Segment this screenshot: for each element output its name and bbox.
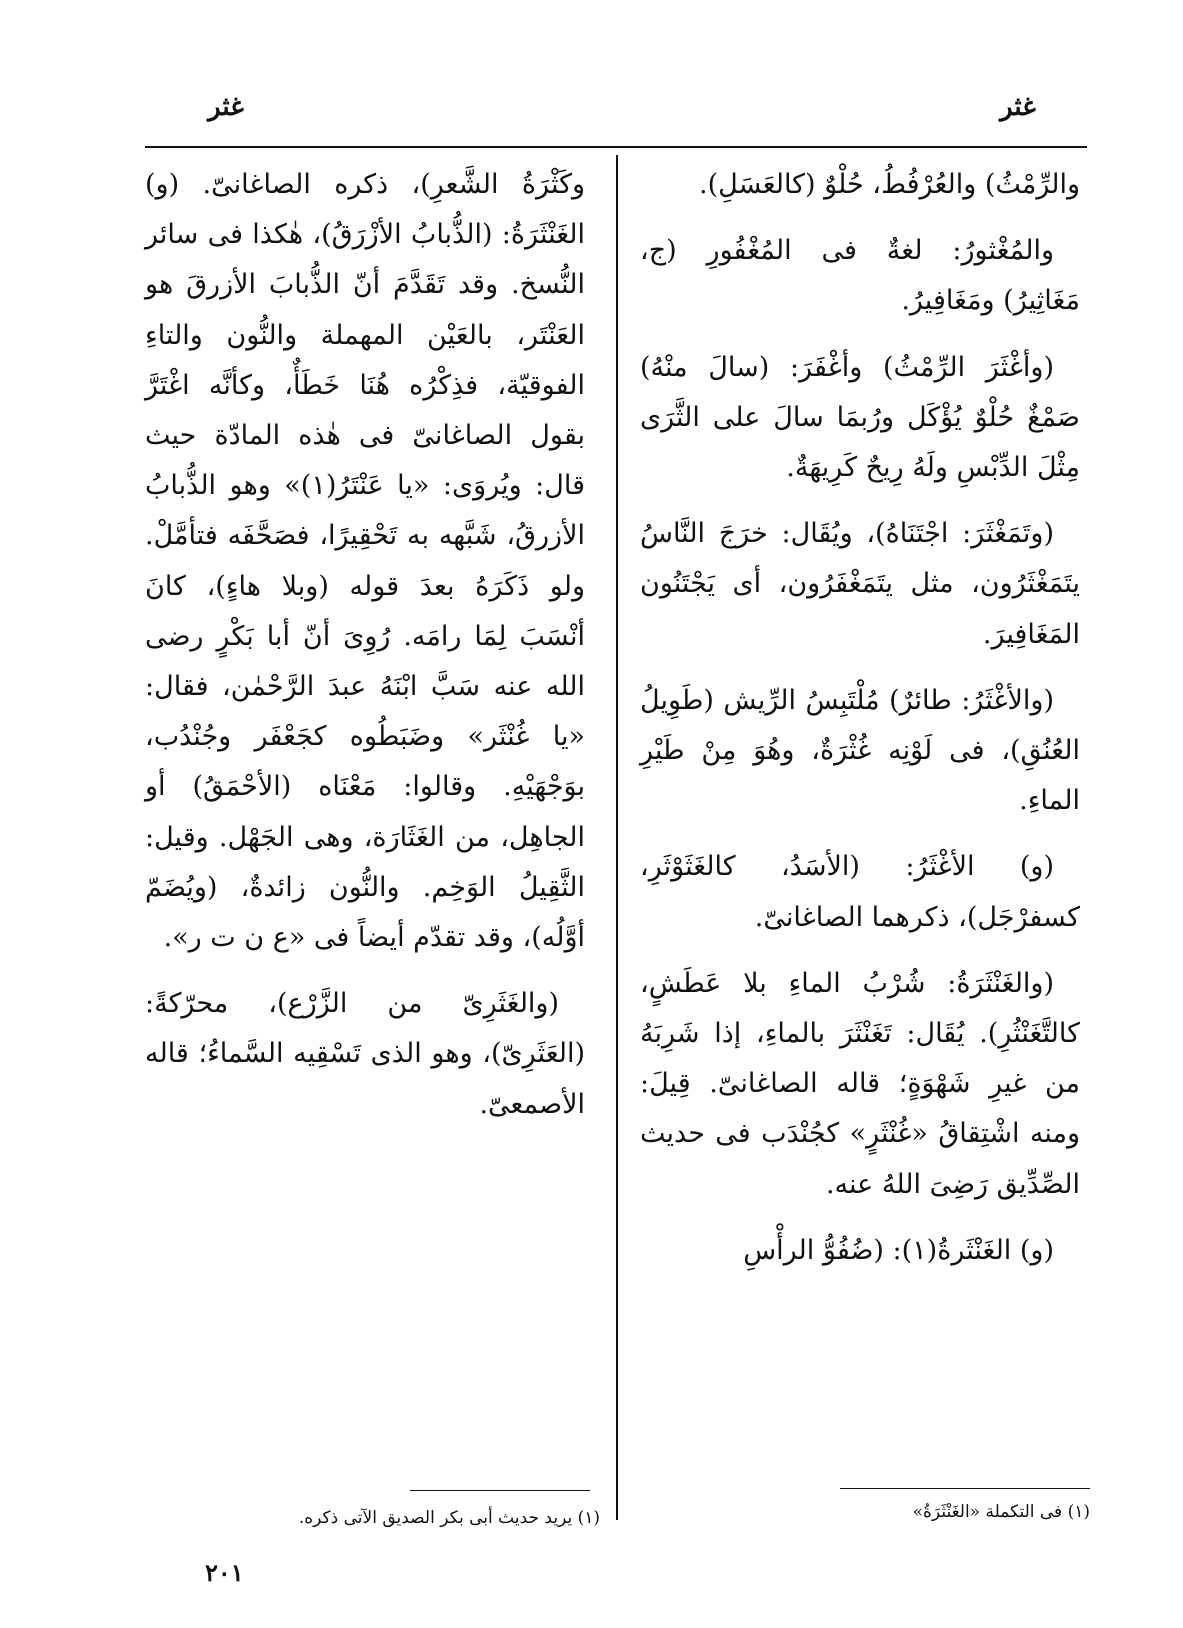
left-column bbox=[145, 160, 585, 1146]
footnote-rule-left bbox=[410, 1490, 590, 1491]
footnote-left: (١) يريد حديث أبى بكر الصديق الآتى ذكره. bbox=[298, 1508, 600, 1528]
entry-paragraph: (والأغْثَرُ: طائرٌ) مُلْتَبِسُ الرِّيش (طَوِيلُ العُنُقِ)، فى لَوْنِه غُثْرَةٌ، وهُوَ مِنْ طَيْرِ الماءِ. bbox=[640, 684, 1080, 817]
entry-paragraph: (و) الغَنْثَرةُ(١): (ضُفُوُّ الرأْسِ bbox=[743, 1234, 1054, 1266]
entry-paragraph: (والغَنْثَرَةُ: شُرْبُ الماءِ بلا عَطَشٍ، كالتَّغَنْثُرِ). يُقَال: تَغَنْثَرَ بالماءِ، إذا شَرِبَهُ من غيرِ شَهْوَةٍ؛ قاله الصاغانىّ. قِيلَ: ومنه اشْتِقاقُ «غُنْثَرٍ» كجُنْدَب فى حديث الصِّدِّيق رَضِىَ اللهُ عنه. bbox=[640, 967, 1080, 1200]
entry-paragraph: (والغَثَرِىّ من الزَّرْع)، محرّكةً: (العَثَرِىّ)، وهو الذى تَسْقِيه السَّماءُ؛ قاله الأصمعىّ. bbox=[145, 988, 585, 1120]
page-number: ٢٠١ bbox=[205, 1558, 244, 1587]
header-rule bbox=[145, 146, 1087, 148]
entry-paragraph: (وأغْثَرَ الرِّمْثُ) وأغْفَرَ: (سالَ منْهُ) صَمْغٌ حُلْوٌ يُؤْكَل ورُبمَا سالَ على الثَّرَى مِثْلَ الدِّبْسِ ولَهُ رِيحٌ كَرِيهَةٌ. bbox=[640, 351, 1080, 484]
entry-paragraph: (و) الأغْثَرُ: (الأسَدُ، كالغَثَوْثَرِ، كسفرْجَل)، ذكرهما الصاغانىّ. bbox=[640, 851, 1080, 933]
running-head-left: غثر bbox=[208, 92, 244, 122]
running-head-right: غثر bbox=[1000, 92, 1036, 122]
entry-paragraph: والرِّمْثُ) والعُرْفُطُ، حُلْوٌ (كالعَسَلِ). bbox=[699, 169, 1080, 200]
entry-paragraph: (وتَمَغْثَرَ: اجْتَنَاهُ)، ويُقَال: خرَجَ النَّاسُ يتَمَغْثَرُون، مثل يتَمَغْفَرُون، أى يَجْتَنُون المَغَافِيرَ. bbox=[640, 518, 1080, 650]
footnote-rule-right bbox=[840, 1488, 1090, 1489]
footnote-right: (١) فى التكملة «الغَنْثَرَةُ» bbox=[912, 1502, 1090, 1522]
entry-paragraph: والمُغْثورُ: لغةٌ فى المُغْفُورِ (ج، مَغَاثِيرُ) ومَغَافِيرُ. bbox=[640, 235, 1080, 317]
column-divider bbox=[616, 155, 618, 1520]
entry-paragraph: وكَثْرَةُ الشَّعرِ)، ذكره الصاغانىّ. (و) الغَنْثَرَةُ: (الذُّبابُ الأزْرَقُ)، هٰكذا فى سائر النُّسخ. وقد تَقَدَّمَ أنّ الذُّبابَ الأزرقَ هو العَنْتَر، بالعَيْن المهملة والنُّون والتاءِ الفوقيّة، فذِكْرُه هُنَا خَطَأٌ، وكأنَّه اغْتَرَّ بقول الصاغانىّ فى هٰذه المادّة حيث قال: ويُروَى: «يا عَنْتَرُ(١)» وهو الذُّبابُ الأزرقُ، شَبَّهه به تَحْقِيرًا، فصَحَّفَه فتأمَّلْ. ولو ذَكَرَهُ بعدَ قوله (وبلا هاءٍ)، كانَ أنْسَبَ لِمَا رامَه. رُوِىَ أنّ أبا بَكْرٍ رضى الله عنه سَبَّ ابْنَهُ عبدَ الرَّحْمٰن، فقال: «يا غُنْثَر» وضَبَطُوه كجَعْفَر وجُنْدُب، بوَجْهَيْهِ. وقالوا: مَعْنَاه (الأحْمَقُ) أو الجاهِل، من الغَثَارَة، وهى الجَهْل. وقيل: الثَّقِيلُ الوَخِم. والنُّون زائدةٌ، (ويُضَمّ أوَّلُه)، وقد تقدّم أيضاً فى «ع ن ت ر». bbox=[145, 169, 585, 954]
right-column bbox=[640, 160, 1080, 1292]
